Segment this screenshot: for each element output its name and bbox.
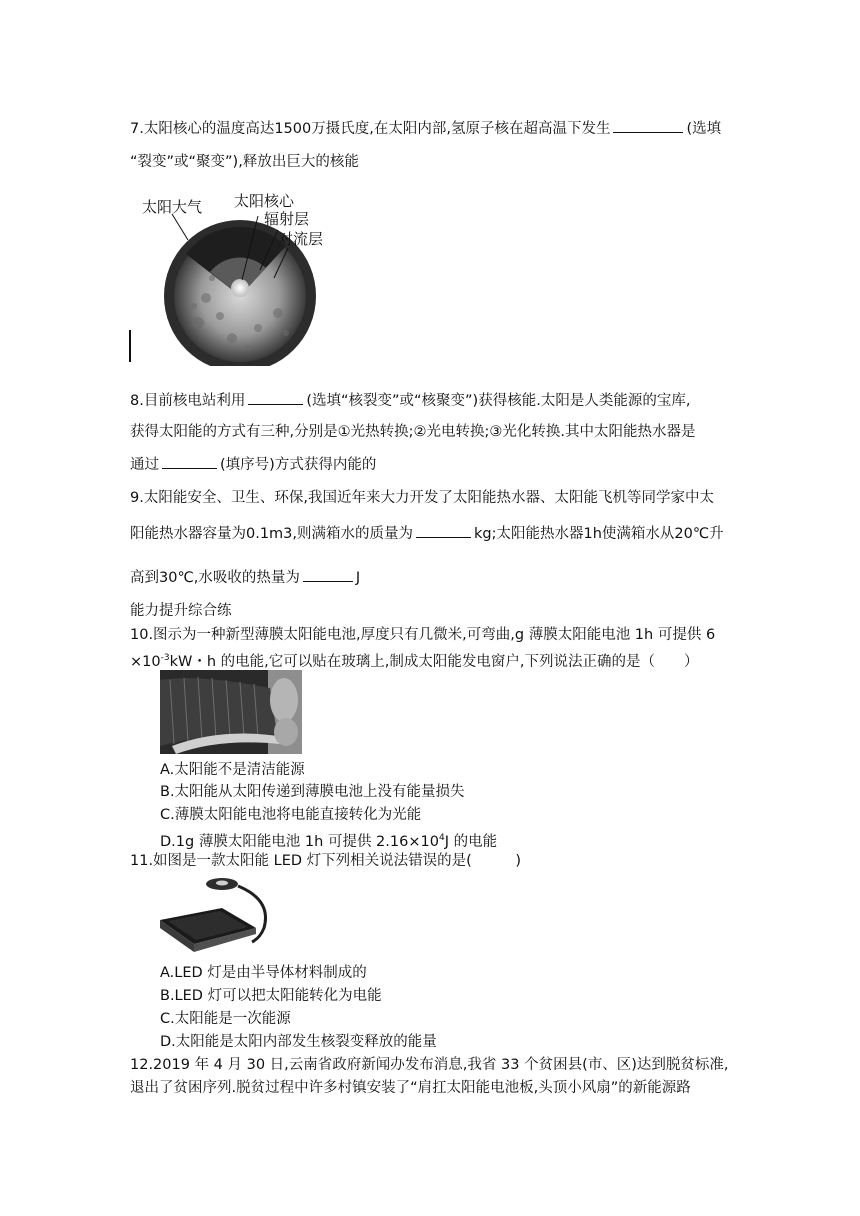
led-lamp-image	[160, 872, 276, 956]
q10-option-d-end: J 的电能	[444, 833, 498, 850]
q8-text: 8.目前核电站利用	[130, 393, 246, 409]
q8-text-3-end: (填序号)方式获得内能的	[220, 457, 377, 473]
q8-text-cont: (选填“核裂变”或“核聚变”)获得核能.太阳是人类能源的宝库,	[306, 393, 691, 409]
q10-option-a[interactable]: A.太阳能不是清洁能源	[160, 762, 305, 778]
thin-film-solar-cell-photo	[160, 670, 302, 754]
q9-text-2: 阳能热水器容量为0.1m3,则满箱水的质量为	[130, 526, 414, 542]
q9-text-3-end: J	[355, 570, 361, 586]
q8-text-3: 通过	[130, 457, 159, 473]
q10-option-d[interactable]	[160, 828, 497, 852]
q12-line-2: 退出了贫困序列.脱贫过程中许多村镇安装了“肩扛太阳能电池板,头顶小风扇”的新能源路	[130, 1080, 691, 1096]
q9-answer-blank-2[interactable]	[303, 567, 353, 582]
sun-structure-figure	[128, 188, 340, 366]
q11-option-c[interactable]: C.太阳能是一次能源	[160, 1011, 291, 1027]
q11-option-a[interactable]: A.LED 灯是由半导体材料制成的	[160, 965, 367, 981]
q7-text-end: (选填	[686, 121, 722, 137]
solar-film-image	[160, 670, 302, 754]
section-title: 能力提升综合练	[130, 603, 232, 619]
label-radiation-layer: 辐射层	[264, 210, 310, 228]
q10-option-d-text: D.1g 薄膜太阳能电池 1h 可提供 2.16×10	[160, 833, 439, 850]
q7-line-2: “裂变”或“聚变”),释放出巨大的核能	[130, 154, 359, 170]
q12-line-1: 12.2019 年 4 月 30 日,云南省政府新闻办发布消息,我省 33 个贫困县(市、区)达到脱贫标准,	[130, 1057, 729, 1073]
q11-stem: 11.如图是一款太阳能 LED 灯下列相关说法错误的是( )	[130, 853, 521, 869]
sun-diagram	[128, 188, 340, 366]
q10-line-1: 10.图示为一种新型薄膜太阳能电池,厚度只有几微米,可弯曲,g 薄膜太阳能电池 1h 可提供 6	[130, 627, 716, 643]
q10-option-c[interactable]: C.薄膜太阳能电池将电能直接转化为光能	[160, 807, 422, 823]
q10-line-2	[130, 648, 698, 672]
label-core: 太阳核心	[234, 192, 295, 210]
q10-option-d-exponent: 4	[438, 833, 445, 843]
label-convection-layer: 对流层	[278, 230, 324, 248]
q7-line-1	[130, 118, 721, 139]
q9-line-2	[130, 523, 724, 544]
q8-line-2: 获得太阳能的方式有三种,分别是①光热转换;②光电转换;③光化转换.其中太阳能热水器是	[130, 424, 696, 440]
q9-answer-blank-1[interactable]	[416, 523, 471, 538]
solar-led-lamp-photo	[160, 872, 276, 956]
q9-text-3: 高到30℃,水吸收的热量为	[130, 570, 300, 586]
q9-text-2-end: kg;太阳能热水器1h使满箱水从20℃升	[474, 526, 724, 542]
q11-option-d[interactable]: D.太阳能是太阳内部发生核裂变释放的能量	[160, 1034, 437, 1050]
label-atmosphere: 太阳大气	[142, 198, 203, 216]
q11-option-b[interactable]: B.LED 灯可以把太阳能转化为电能	[160, 988, 382, 1004]
q10-option-b[interactable]: B.太阳能从太阳传递到薄膜电池上没有能量损失	[160, 784, 465, 800]
q9-line-1: 9.太阳能安全、卫生、环保,我国近年来大力开发了太阳能热水器、太阳能飞机等同学家中太	[130, 490, 714, 506]
q10-text-2-end: kW・h 的电能,它可以贴在玻璃上,制成太阳能发电窗户,下列说法正确的是（ ）	[169, 653, 699, 670]
q10-text-2: ×10	[130, 653, 161, 670]
q9-line-3	[130, 567, 360, 588]
q8-line-1	[130, 390, 690, 411]
q8-line-3	[130, 454, 376, 475]
q10-exponent: -3	[160, 653, 170, 663]
q8-answer-blank-2[interactable]	[162, 454, 217, 469]
q8-answer-blank-1[interactable]	[248, 390, 303, 405]
q7-answer-blank[interactable]	[613, 118, 683, 133]
q7-text: 7.太阳核心的温度高达1500万摄氏度,在太阳内部,氢原子核在超高温下发生	[130, 121, 611, 137]
